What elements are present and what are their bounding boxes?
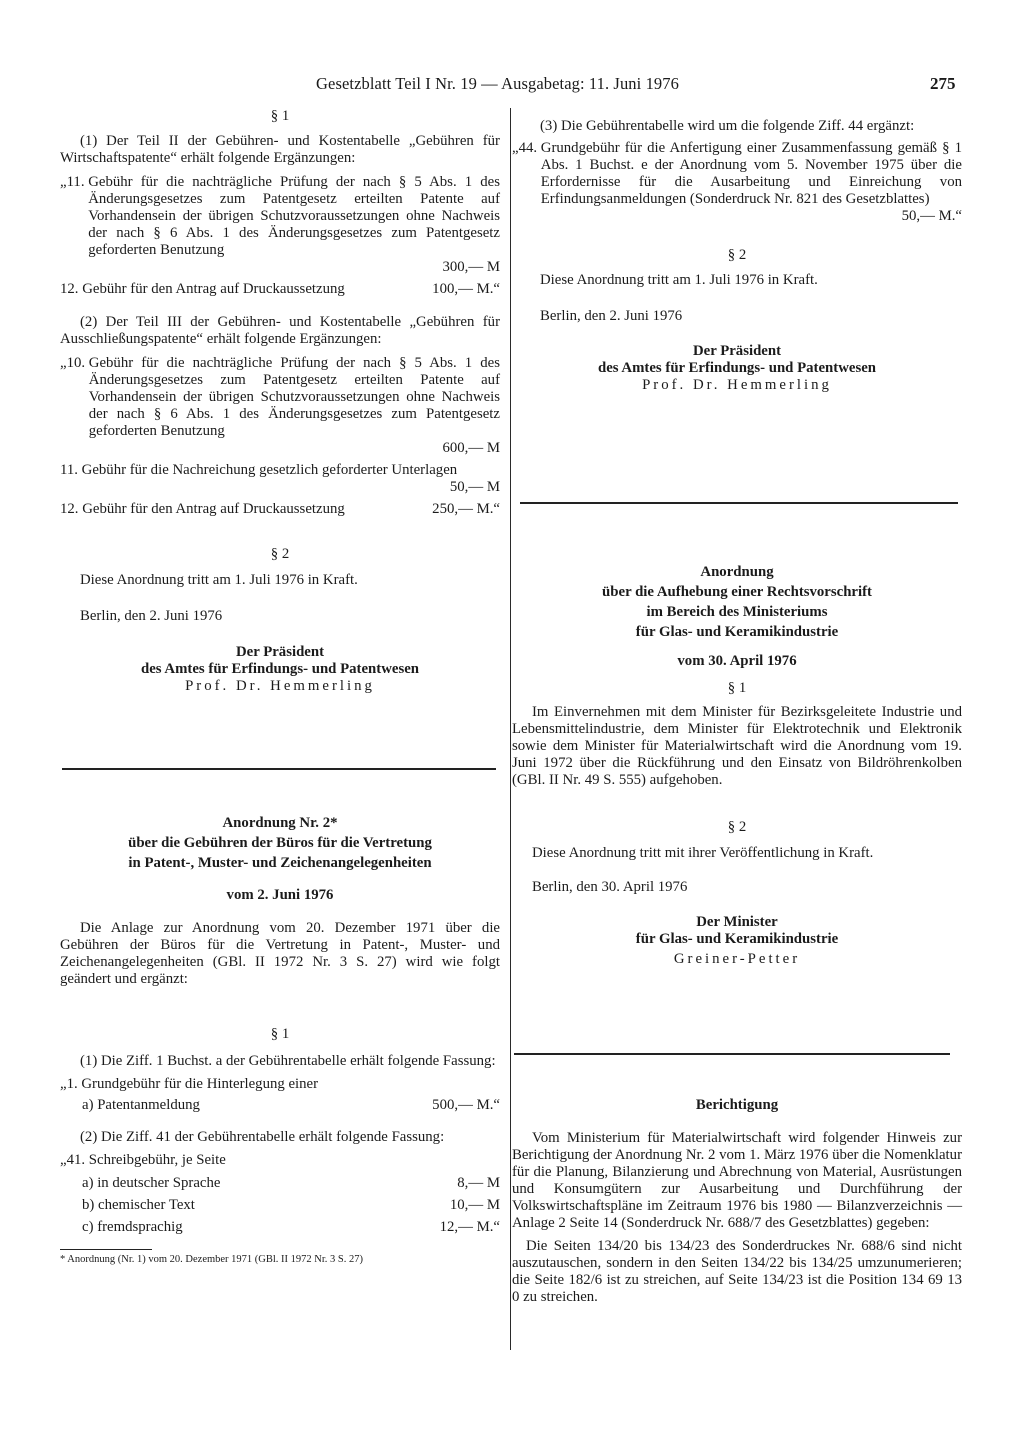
tariff-entry [512,140,962,225]
ordinance-title: im Bereich des Ministeriums [646,604,828,620]
signature-name: Greiner-Petter [673,951,801,967]
paragraph: (1) Die Ziff. 1 Buchst. a der Gebührentabelle erhält folgende Fassung: [80,1053,496,1069]
signature-title: für Glas- und Keramikindustrie [635,931,839,947]
signature-title: Der Präsident [235,644,325,660]
place-date: Berlin, den 2. Juni 1976 [540,308,683,324]
entry-number: 12. [60,281,83,297]
ordinance-date: vom 2. Juni 1976 [226,887,334,903]
entry-text: Gebühr für den Antrag auf Druckaussetzung [82,501,345,517]
paragraph: Die Anlage zur Anordnung vom 20. Dezember 1971 über die Gebühren der Büros für die Vertretung in Patent-, Muster- und Zeichenangelegenheiten (GBl. II 1972 Nr. 3 S. 27) wird wie folgt geändert und ergänzt: [60,920,500,987]
ordinance-title: über die Aufhebung einer Rechtsvorschrift [602,584,872,600]
entry-amount: 50,— M [449,479,500,495]
signature-title: des Amtes für Erfindungs- und Patentwesen [140,661,420,677]
section-rule [520,502,958,504]
ordinance-title: Anordnung Nr. 2* [222,815,338,831]
left-column-lower [60,815,500,1266]
place-date: Berlin, den 30. April 1976 [532,879,688,895]
entry-text: c) fremdsprachig [82,1219,183,1235]
signature-title: Der Präsident [692,343,782,359]
right-column [512,118,962,394]
correction-title: Berichtigung [695,1097,779,1113]
entry-text: Gebühr für den Antrag auf Druckaussetzung [82,281,345,297]
tariff-subentry [60,1175,500,1192]
paragraph: Diese Anordnung tritt am 1. Juli 1976 in Kraft. [540,272,818,288]
tariff-entry [60,501,500,518]
entry-amount: 50,— M.“ [901,208,962,224]
tariff-subentry [60,1197,500,1214]
entry-text: Schreibgebühr, je Seite [88,1152,226,1168]
column-divider [510,108,511,1350]
ordinance-title: für Glas- und Keramikindustrie [635,624,839,640]
signature-title: Der Minister [696,914,778,930]
paragraph: (1) Der Teil II der Gebühren- und Kostentabelle „Gebühren für Wirtschaftspatente“ erhält folgende Ergänzungen: [60,133,500,166]
right-column-lower [512,1097,962,1306]
entry-amount: 100,— M.“ [432,281,500,297]
section-heading: § 1 [270,1026,290,1042]
entry-text: a) in deutscher Sprache [82,1175,221,1191]
page-number: 275 [930,74,956,93]
entry-amount: 8,— M [457,1175,500,1191]
entry-text: Grundgebühr für die Anfertigung einer Zusammenfassung gemäß § 1 Abs. 1 Buchst. e der Anordnung vom 5. November 1975 über die Erfordernisse für die Ausarbeitung und Einreichung von Erfindungsanmeldungen (Sonderdruck Nr. 821 des Gesetzblattes) [540,140,962,207]
tariff-subentry [60,1219,500,1236]
section-heading: § 1 [727,680,747,696]
tariff-entry [60,174,500,276]
section-rule [514,1053,950,1055]
entry-number: 11. [60,462,82,478]
tariff-subentry [60,1097,500,1114]
entry-amount: 12,— M.“ [439,1219,500,1235]
section-heading: § 2 [727,247,747,263]
tariff-entry [60,1076,500,1093]
entry-number: „11. [60,174,89,190]
entry-amount: 300,— M [442,259,500,275]
tariff-entry [60,462,500,496]
section-heading: § 1 [270,108,290,124]
entry-number: „41. [60,1152,89,1168]
right-column-middle [512,564,962,968]
tariff-entry [60,355,500,457]
entry-text: Gebühr für die nachträgliche Prüfung der nach § 5 Abs. 1 des Änderungsgesetzes zum Patentgesetz erteilten Patente auf Vorhandensein der übrigen Schutzvoraussetzungen ohne Nachweis der nach § 6 Abs. 1 des Änderungsgesetzes zum Patentgesetz geforderten Benutzung [88,174,500,258]
running-header: Gesetzblatt Teil I Nr. 19 — Ausgabetag: 11. Juni 1976 [316,74,679,93]
entry-text: Gebühr für die nachträgliche Prüfung der nach § 5 Abs. 1 des Änderungsgesetzes zum Patentgesetz erteilten Patente auf Vorhandensein der übrigen Schutzvoraussetzungen ohne Nachweis der nach § 6 Abs. 1 des Änderungsgesetzes zum Patentgesetz geforderten Benutzung [88,355,500,439]
footnote: * Anordnung (Nr. 1) vom 20. Dezember 1971 (GBl. II 1972 Nr. 3 S. 27) [60,1254,364,1265]
signature-name: Prof. Dr. Hemmerling [642,377,832,393]
paragraph: (2) Die Ziff. 41 der Gebührentabelle erhält folgende Fassung: [80,1129,445,1145]
paragraph: Im Einvernehmen mit dem Minister für Bezirksgeleitete Industrie und Lebensmittelindustrie, dem Minister für Elektrotechnik und Elektronik sowie dem Minister für Materialwirtschaft wird die Anordnung vom 19. Juni 1972 über die Rückführung und den Einsatz von Bildröhrenkolben (GBl. II Nr. 49 S. 555) aufgehoben. [512,704,962,788]
paragraph: Die Seiten 134/20 bis 134/23 des Sonderdruckes Nr. 688/6 sind nicht auszutauschen, sondern in den Seiten 134/22 bis 134/25 umzunumerieren; die Seite 182/6 ist zu streichen, auf Seite 134/23 ist die Position 134 69 13 0 zu streichen. [512,1238,962,1305]
paragraph: (3) Die Gebührentabelle wird um die folgende Ziff. 44 ergänzt: [540,118,915,134]
footnote-rule [60,1249,152,1250]
paragraph: Diese Anordnung tritt mit ihrer Veröffentlichung in Kraft. [532,845,874,861]
entry-number: 12. [60,501,83,517]
entry-number: „1. [60,1076,82,1092]
entry-text: a) Patentanmeldung [82,1097,200,1113]
ordinance-date: vom 30. April 1976 [677,653,797,669]
paragraph: (2) Der Teil III der Gebühren- und Kostentabelle „Gebühren für Ausschließungspatente“ erhält folgende Ergänzungen: [60,314,500,347]
entry-amount: 10,— M [449,1197,500,1213]
ordinance-title: in Patent-, Muster- und Zeichenangelegenheiten [128,855,432,871]
paragraph: Diese Anordnung tritt am 1. Juli 1976 in Kraft. [80,572,358,588]
entry-text: b) chemischer Text [82,1197,195,1213]
entry-number: „44. [512,140,541,156]
place-date: Berlin, den 2. Juni 1976 [80,608,223,624]
left-column [60,108,500,695]
tariff-entry [60,1152,500,1169]
entry-amount: 600,— M [442,440,500,456]
section-rule [62,768,496,770]
entry-text: Gebühr für die Nachreichung gesetzlich geforderter Unterlagen [81,462,458,478]
entry-amount: 250,— M.“ [432,501,500,517]
entry-amount: 500,— M.“ [432,1097,500,1113]
ordinance-title: Anordnung [700,564,774,580]
section-heading: § 2 [270,546,290,562]
ordinance-title: über die Gebühren der Büros für die Vertretung [128,835,432,851]
signature-name: Prof. Dr. Hemmerling [185,678,375,694]
tariff-entry [60,281,500,298]
entry-text: Grundgebühr für die Hinterlegung einer [81,1076,319,1092]
signature-title: des Amtes für Erfindungs- und Patentwesen [597,360,877,376]
entry-number: „10. [60,355,89,371]
paragraph: Vom Ministerium für Materialwirtschaft wird folgender Hinweis zur Berichtigung der Anordnung Nr. 2 vom 1. März 1976 über die Nomenklatur für die Planung, Bilanzierung und Abrechnung von Material, Ausrüstungen und Konsumgütern zur Ausarbeitung und Durchführung der Volkswirtschaftspläne im Zeitraum 1976 bis 1980 — Bilanzverzeichnis — Anlage 2 Seite 14 (Sonderdruck Nr. 688/7 des Gesetzblattes) gegeben: [512,1130,962,1231]
section-heading: § 2 [727,819,747,835]
